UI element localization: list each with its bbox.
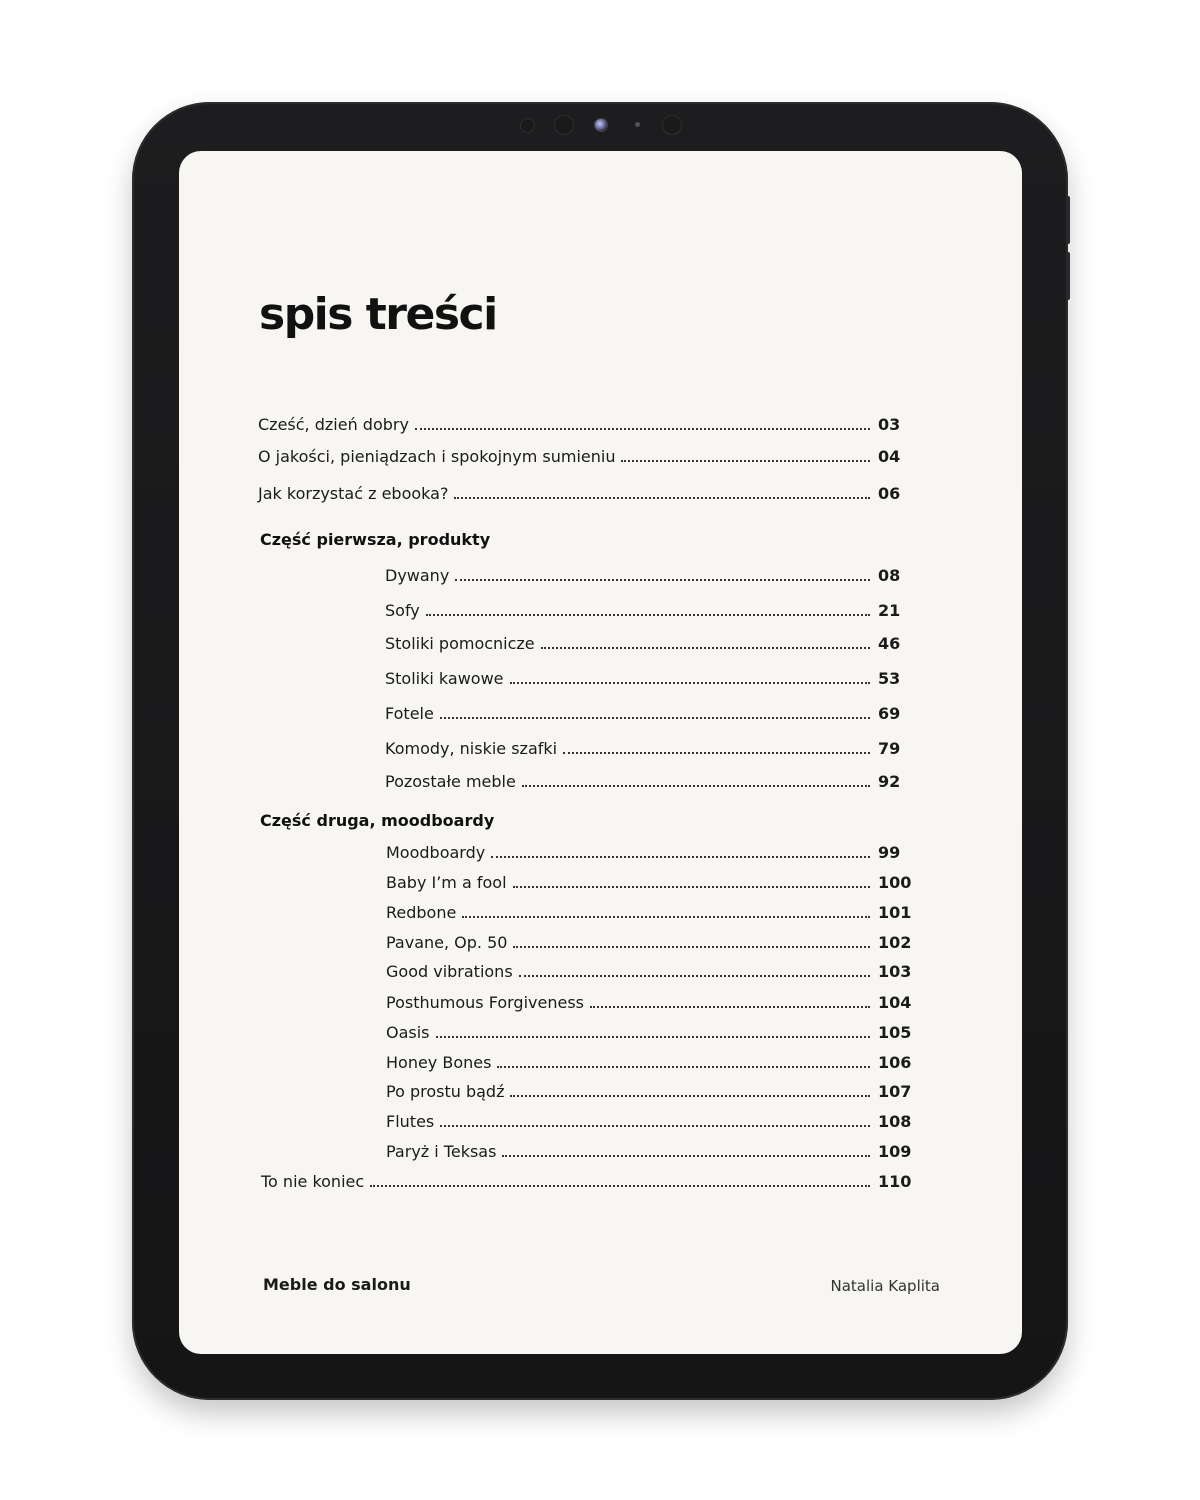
toc-entry-label: Sofy	[385, 601, 420, 620]
toc-entry[interactable]	[386, 871, 910, 893]
toc-entry[interactable]	[385, 737, 910, 759]
toc-entry-label: Pavane, Op. 50	[386, 933, 508, 952]
footer-author: Natalia Kaplita	[830, 1277, 940, 1295]
dot-leader	[440, 717, 870, 719]
toc-entry[interactable]	[258, 445, 910, 467]
footer-book-title: Meble do salonu	[263, 1275, 411, 1294]
toc-entry[interactable]	[386, 841, 910, 863]
toc-entry[interactable]	[385, 564, 910, 586]
dot-leader	[454, 497, 870, 499]
toc-entry[interactable]	[385, 770, 910, 792]
toc-entry-page: 106	[878, 1053, 912, 1072]
toc-entry-page: 46	[878, 634, 901, 653]
dot-leader	[415, 428, 870, 430]
dot-leader	[491, 856, 870, 858]
toc-entry-label: To nie koniec	[261, 1172, 365, 1191]
dot-leader	[462, 916, 870, 918]
toc-entry-label: Komody, niskie szafki	[385, 739, 558, 758]
toc-entry[interactable]	[386, 1110, 910, 1132]
toc-entry[interactable]	[386, 960, 910, 982]
front-camera-icon	[594, 118, 608, 132]
toc-entry-label: Redbone	[386, 903, 457, 922]
toc-entry-label: Oasis	[386, 1023, 430, 1042]
dot-leader	[502, 1155, 870, 1157]
toc-entry-page: 104	[878, 993, 912, 1012]
toc-entry[interactable]	[258, 482, 910, 504]
camera-sensor-array	[516, 114, 686, 136]
dot-leader	[522, 785, 870, 787]
toc-entry-page: 06	[878, 484, 901, 503]
dot-leader	[513, 946, 870, 948]
toc-entry[interactable]	[385, 702, 910, 724]
toc-entry-label: Good vibrations	[386, 962, 513, 981]
toc-entry-page: 03	[878, 415, 901, 434]
toc-entry-label: Cześć, dzień dobry	[258, 415, 409, 434]
toc-entry-label: Dywany	[385, 566, 450, 585]
toc-entry-page: 08	[878, 566, 901, 585]
dot-leader	[436, 1036, 870, 1038]
dot-leader	[426, 614, 870, 616]
toc-entry-label: Posthumous Forgiveness	[386, 993, 584, 1012]
toc-entry[interactable]	[385, 667, 910, 689]
dot-leader	[510, 682, 871, 684]
toc-entry-label: Stoliki pomocnicze	[385, 634, 535, 653]
toc-entry-page: 102	[878, 933, 912, 952]
toc-entry-label: Stoliki kawowe	[385, 669, 504, 688]
toc-entry-page: 105	[878, 1023, 912, 1042]
toc-entry[interactable]	[386, 991, 910, 1013]
toc-entry[interactable]	[386, 1021, 910, 1043]
toc-entry-page: 99	[878, 843, 901, 862]
toc-entry-label: Pozostałe meble	[385, 772, 516, 791]
toc-entry[interactable]	[386, 1051, 910, 1073]
toc-entry-label: Paryż i Teksas	[386, 1142, 497, 1161]
dot-leader	[510, 1095, 870, 1097]
toc-entry[interactable]	[386, 931, 910, 953]
toc-entry-label: Jak korzystać z ebooka?	[258, 484, 449, 503]
dot-leader	[513, 886, 870, 888]
toc-entry-page: 101	[878, 903, 912, 922]
toc-entry-label: Flutes	[386, 1112, 435, 1131]
toc-entry-page: 69	[878, 704, 901, 723]
toc-entry-label: Po prostu bądź	[386, 1082, 505, 1101]
dot-leader	[541, 647, 870, 649]
tablet-screen	[179, 151, 1022, 1354]
page-title: spis treści	[259, 289, 497, 340]
dot-leader	[455, 579, 870, 581]
toc-entry-label: Honey Bones	[386, 1053, 492, 1072]
toc-entry[interactable]	[261, 1170, 910, 1192]
toc-entry-page: 107	[878, 1082, 912, 1101]
toc-entry-label: Moodboardy	[386, 843, 486, 862]
sensor-icon	[662, 115, 682, 135]
toc-entry-page: 108	[878, 1112, 912, 1131]
toc-entry[interactable]	[258, 413, 910, 435]
dot-leader	[497, 1066, 870, 1068]
dot-leader	[590, 1006, 870, 1008]
volume-up-button	[1066, 196, 1070, 244]
toc-entry[interactable]	[385, 632, 910, 654]
dot-leader	[563, 752, 870, 754]
sensor-icon	[635, 122, 640, 127]
toc-entry-page: 110	[878, 1172, 912, 1191]
section-heading-part-2: Część druga, moodboardy	[260, 811, 495, 830]
toc-entry-page: 79	[878, 739, 901, 758]
toc-entry-page: 100	[878, 873, 912, 892]
toc-entry-page: 21	[878, 601, 901, 620]
sensor-icon	[520, 118, 535, 133]
toc-entry-page: 103	[878, 962, 912, 981]
toc-entry[interactable]	[385, 599, 910, 621]
dot-leader	[370, 1185, 870, 1187]
toc-entry[interactable]	[386, 901, 910, 923]
toc-entry-page: 53	[878, 669, 901, 688]
sensor-icon	[554, 115, 574, 135]
toc-entry-label: Fotele	[385, 704, 434, 723]
toc-entry[interactable]	[386, 1140, 910, 1162]
dot-leader	[519, 975, 870, 977]
dot-leader	[621, 460, 870, 462]
section-heading-part-1: Część pierwsza, produkty	[260, 530, 491, 549]
toc-entry-label: Baby I’m a fool	[386, 873, 507, 892]
toc-entry-page: 04	[878, 447, 901, 466]
toc-entry-label: O jakości, pieniądzach i spokojnym sumieniu	[258, 447, 616, 466]
dot-leader	[440, 1125, 870, 1127]
toc-entry-page: 92	[878, 772, 901, 791]
volume-down-button	[1066, 252, 1070, 300]
toc-entry-page: 109	[878, 1142, 912, 1161]
toc-entry[interactable]	[386, 1080, 910, 1102]
